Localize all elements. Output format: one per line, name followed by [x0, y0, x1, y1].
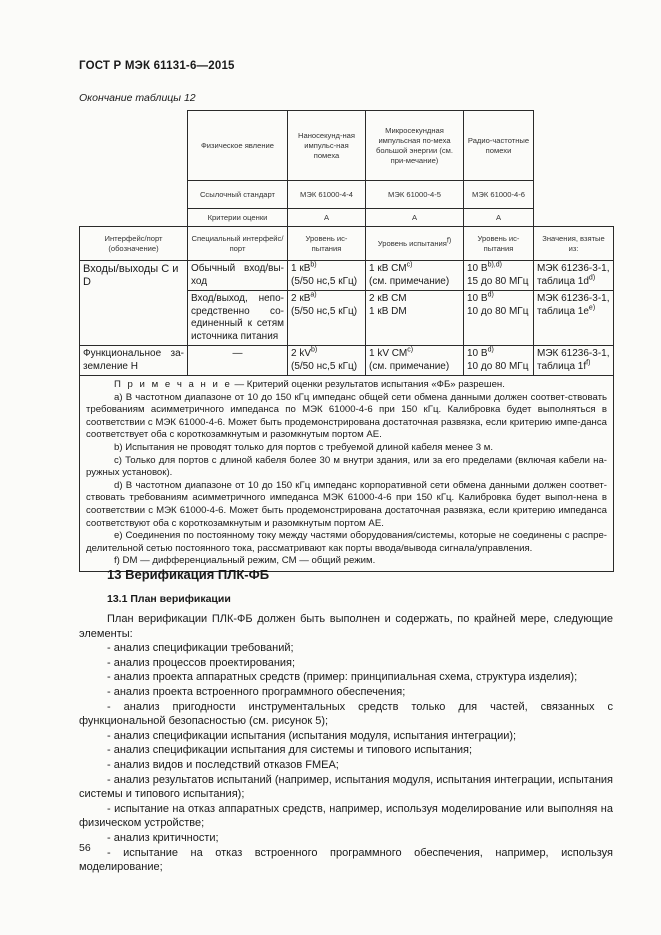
- note-d: d) В частотном диапазоне от 10 до 150 кГц импеданс корпоративной сети обмена данными должен соответ-ствовать требованиям асимметричного импеданса МЭК 61000-4-6 при 150 кГц. Калибровка будет выпол-нена в соответствии с МЭК 61000-4-6. Может быть продемонстрирована достаточная развязка, если критерию импеданса соответствуют оба с короткозамкнутым и разомкнутым портом АЕ.: [86, 479, 607, 529]
- list-item: - испытание на отказ аппаратных средств, например, используя моделирование или выполняя на физическом устройстве;: [79, 802, 613, 830]
- note-f: f) DM — дифференциальный режим, CM — общий режим.: [114, 555, 376, 567]
- list-item: - анализ пригодности инструментальных средств только для частей, связанных с функциональной безопасностью (см. рисунок 5);: [79, 700, 613, 728]
- criteria-col1: A: [288, 209, 366, 227]
- values-cell: МЭК 61236-3-1, таблица $1f^{f)}$: [534, 346, 614, 376]
- list-item: - анализ спецификации испытания для системы и типового испытания;: [107, 744, 473, 757]
- level2-cell: 2 кВ СМ 1 кВ DM: [366, 291, 464, 346]
- note-b: b) Испытания не проводят только для портов с требуемой длиной кабеля менее 3 м.: [114, 441, 493, 453]
- level3-col-header: Уровень ис-пытания: [464, 227, 534, 261]
- ref-standard-col1: МЭК 61000-4-4: [288, 181, 366, 209]
- level2-cell: 1 кВ СМ$^{c)}$ (см. примечание): [366, 261, 464, 291]
- table-header-row: [80, 111, 614, 181]
- subsection-heading: 13.1 План верификации: [107, 593, 231, 605]
- list-item: - анализ критичности;: [107, 831, 219, 844]
- emc-table: [79, 110, 614, 572]
- ref-standard-col3: МЭК 61000-4-6: [464, 181, 534, 209]
- document-header: ГОСТ Р МЭК 61131-6—2015: [79, 60, 235, 72]
- level1-cell: 1 $кВ^{b)}$ (5/50 нс,5 кГц): [288, 261, 366, 291]
- values-col-header: Значения, взятые из:: [534, 227, 614, 261]
- ref-standard-row: [80, 181, 614, 209]
- microsecond-header: Микросекундная импульсная по-меха большой энергии (см. при-мечание): [366, 111, 464, 181]
- note-e: e) Соединения по постоянному току между частями оборудования/системы, которые не соединены с распре-делительной сетью постоянного тока, рассматривают как порты ввода/вывода сигнала/управления.: [86, 530, 607, 554]
- list-item: - анализ проекта встроенного программного обеспечения;: [107, 685, 406, 698]
- level3-cell: 10 $В^{d)}$ 10 до 80 МГц: [464, 346, 534, 376]
- special-col-header: Специальный интерфейс/порт: [188, 227, 288, 261]
- paragraph: План верификации ПЛК-ФБ должен быть выполнен и содержать, по крайней мере, следующие элементы:: [79, 613, 613, 640]
- interface-col-header: Интерфейс/порт (обозначение): [80, 227, 188, 261]
- level2-cell: 1 kV СМ$^{c)}$ (см. примечание): [366, 346, 464, 376]
- level2-col-header: Уровень испытания$^{f)}$: [366, 227, 464, 261]
- interface-cell: Функциональное за-земление H: [80, 346, 188, 376]
- page-number: 56: [79, 842, 91, 854]
- section-heading: 13 Верификация ПЛК-ФБ: [107, 567, 270, 582]
- criteria-row: [80, 209, 614, 227]
- note-main: П р и м е ч а н и е — Критерий оценки результатов испытания «ФБ» разрешен.: [114, 379, 505, 390]
- values-cell: МЭК 61236-3-1, таблица $1d^{d)}$: [534, 261, 614, 291]
- phenomenon-header: Физическое явление: [188, 111, 288, 181]
- note-a: a) В частотном диапазоне от 10 до 150 кГц импеданс общей сети обмена данными должен соответ-ствовать требованиям асимметричного импеданса по МЭК 61000-4-6 при 150 кГц. Калибровка будет выполняться в соответствии с МЭК 61000-4-6. Может быть продемонстрирована достаточная развязка, если критерию импе-данса соответствует оба с короткозамкнутым и разомкнутым портом АЕ.: [86, 391, 607, 441]
- criteria-label: Критерии оценки: [188, 209, 288, 227]
- list-item: - анализ видов и последствий отказов FMEA;: [107, 758, 339, 771]
- table-row: [80, 261, 614, 291]
- radiofrequency-header: Радио-частотные помехи: [464, 111, 534, 181]
- special-cell: —: [188, 346, 288, 376]
- level1-cell: 2 $kV^{b)}$ (5/50 нс,5 кГц): [288, 346, 366, 376]
- table-row: [80, 346, 614, 376]
- nanosecond-header: Наносекунд-ная импульс-ная помеха: [288, 111, 366, 181]
- list-item: - анализ спецификации требований;: [107, 642, 294, 655]
- level3-cell: 10 $В^{d)}$ 10 до 80 МГц: [464, 291, 534, 346]
- list-item: - анализ спецификации испытания (испытания модуля, испытания интеграции);: [107, 729, 517, 742]
- values-cell: МЭК 61236-3-1, таблица $1e^{e)}$: [534, 291, 614, 346]
- special-cell: Обычный вход/вы-ход: [188, 261, 288, 291]
- level1-col-header: Уровень ис-пытания: [288, 227, 366, 261]
- ref-standard-col2: МЭК 61000-4-5: [366, 181, 464, 209]
- criteria-col3: A: [464, 209, 534, 227]
- level1-cell: 2 $кВ^{a)}$ (5/50 нс,5 кГц): [288, 291, 366, 346]
- column-header-row: [80, 227, 614, 261]
- notes-row: [80, 376, 614, 572]
- special-cell: Вход/выход, непо-средственно со-единенный к сетям источника питания: [188, 291, 288, 346]
- note-c: c) Только для портов с длиной кабеля более 30 м внутри здания, или за его пределами (включая кабели на-ружных установок).: [86, 454, 607, 479]
- table-caption: Окончание таблицы 12: [79, 92, 196, 104]
- list-item: - анализ результатов испытаний (например, испытания модуля, испытания интеграции, испытания системы и типового испытания);: [79, 773, 613, 801]
- interface-cell: Входы/выходы C и D: [80, 261, 188, 346]
- table-notes: [80, 376, 614, 572]
- ref-standard-label: Ссылочный стандарт: [188, 181, 288, 209]
- criteria-col2: A: [366, 209, 464, 227]
- list-item: - анализ процессов проектирования;: [107, 656, 296, 669]
- list-item: - анализ проекта аппаратных средств (пример: принципиальная схема, структура изделия);: [107, 671, 578, 684]
- list-item: - испытание на отказ встроенного программного обеспечения, например, используя моделирование;: [79, 846, 613, 874]
- section-body: [79, 612, 613, 875]
- level3-cell: 10 $В^{b),d)}$ 15 до 80 МГц: [464, 261, 534, 291]
